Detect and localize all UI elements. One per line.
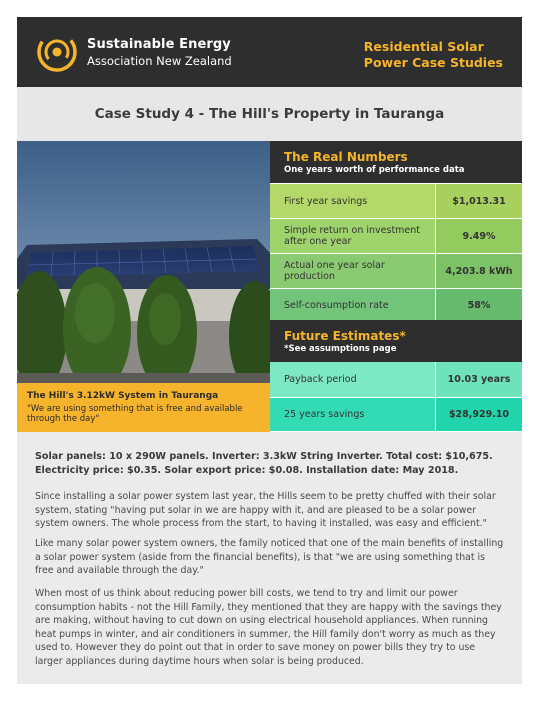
organisation-name — [87, 36, 232, 70]
real-numbers-header — [270, 141, 522, 183]
future-estimates-header — [270, 320, 522, 362]
table-row — [270, 289, 522, 323]
row-value: 58% — [436, 289, 522, 322]
caption-title: The Hill's 3.12kW System in Tauranga — [27, 391, 219, 401]
row-value: 9.49% — [436, 219, 522, 253]
row-label: 25 years savings — [270, 398, 436, 431]
caption-quote: "We are using something that is free and available through the day" — [27, 404, 243, 424]
system-facts: Solar panels: 10 x 290W panels. Inverter: 3.3kW String Inverter. Total cost: $10,675. Electricity price: $0.35. Solar export price: $0.08. Installation date: May 2018. — [35, 451, 493, 476]
real-numbers-heading: The Real Numbers — [284, 150, 408, 164]
real-numbers-table — [270, 141, 522, 323]
future-estimates-subheading: *See assumptions page — [284, 344, 397, 354]
row-label: Actual one year solar production — [270, 254, 436, 288]
table-row — [270, 398, 522, 431]
title-band — [17, 87, 522, 141]
series-title-line1: Residential Solar — [363, 39, 484, 54]
org-name-line1: Sustainable Energy — [87, 37, 231, 52]
real-numbers-subheading: One years worth of performance data — [284, 165, 465, 175]
row-value: $1,013.31 — [436, 184, 522, 218]
page-title: Case Study 4 - The Hill's Property in Tauranga — [94, 106, 445, 122]
table-row — [270, 254, 522, 289]
row-label: Simple return on investment after one year — [270, 219, 436, 253]
future-estimates-table — [270, 320, 522, 431]
row-label: Self-consumption rate — [270, 289, 436, 322]
table-row — [270, 362, 522, 398]
paragraph-1: Since installing a solar power system last year, the Hills seem to be pretty chuffed with their solar system, stating "having put solar in we are happy with it, and are pleased to be a solar power system owners. The whole process from the start, to having it installed, was easy and efficient." — [35, 491, 496, 530]
photo-caption — [17, 383, 270, 432]
future-estimates-heading: Future Estimates* — [284, 329, 406, 343]
row-value: 4,203.8 kWh — [436, 254, 522, 288]
row-label: First year savings — [270, 184, 436, 218]
house-photo-illustration — [17, 141, 270, 383]
paragraph-3: When most of us think about reducing power bill costs, we tend to try and limit our power consumption habits - not the Hill Family, they mentioned that they are happy with the savings they are making, without having to cut down on using electrical household appliances. When running heat pumps in winter, and air conditioners in summer, the Hill family don't worry as much as they used to. However they do point out that in order to save money on power bills they try to use larger appliances during daytime hours when solar is being produced. — [35, 588, 502, 667]
row-value: 10.03 years — [436, 362, 522, 397]
sun-logo-icon — [36, 31, 78, 73]
series-title — [364, 39, 503, 71]
page-header — [17, 17, 522, 87]
table-row — [270, 184, 522, 219]
case-study-text — [17, 432, 522, 684]
paragraph-2: Like many solar power system owners, the family noticed that one of the main benefits of installing a solar power system (aside from the financial benefits), is that "we are using something that is free and available through the day." — [35, 538, 504, 577]
table-row — [270, 219, 522, 254]
house-photo — [17, 141, 270, 383]
row-label: Payback period — [270, 362, 436, 397]
row-value: $28,929.10 — [436, 398, 522, 431]
series-title-line2: Power Case Studies — [363, 55, 503, 70]
org-name-line2: Association New Zealand — [87, 54, 232, 68]
